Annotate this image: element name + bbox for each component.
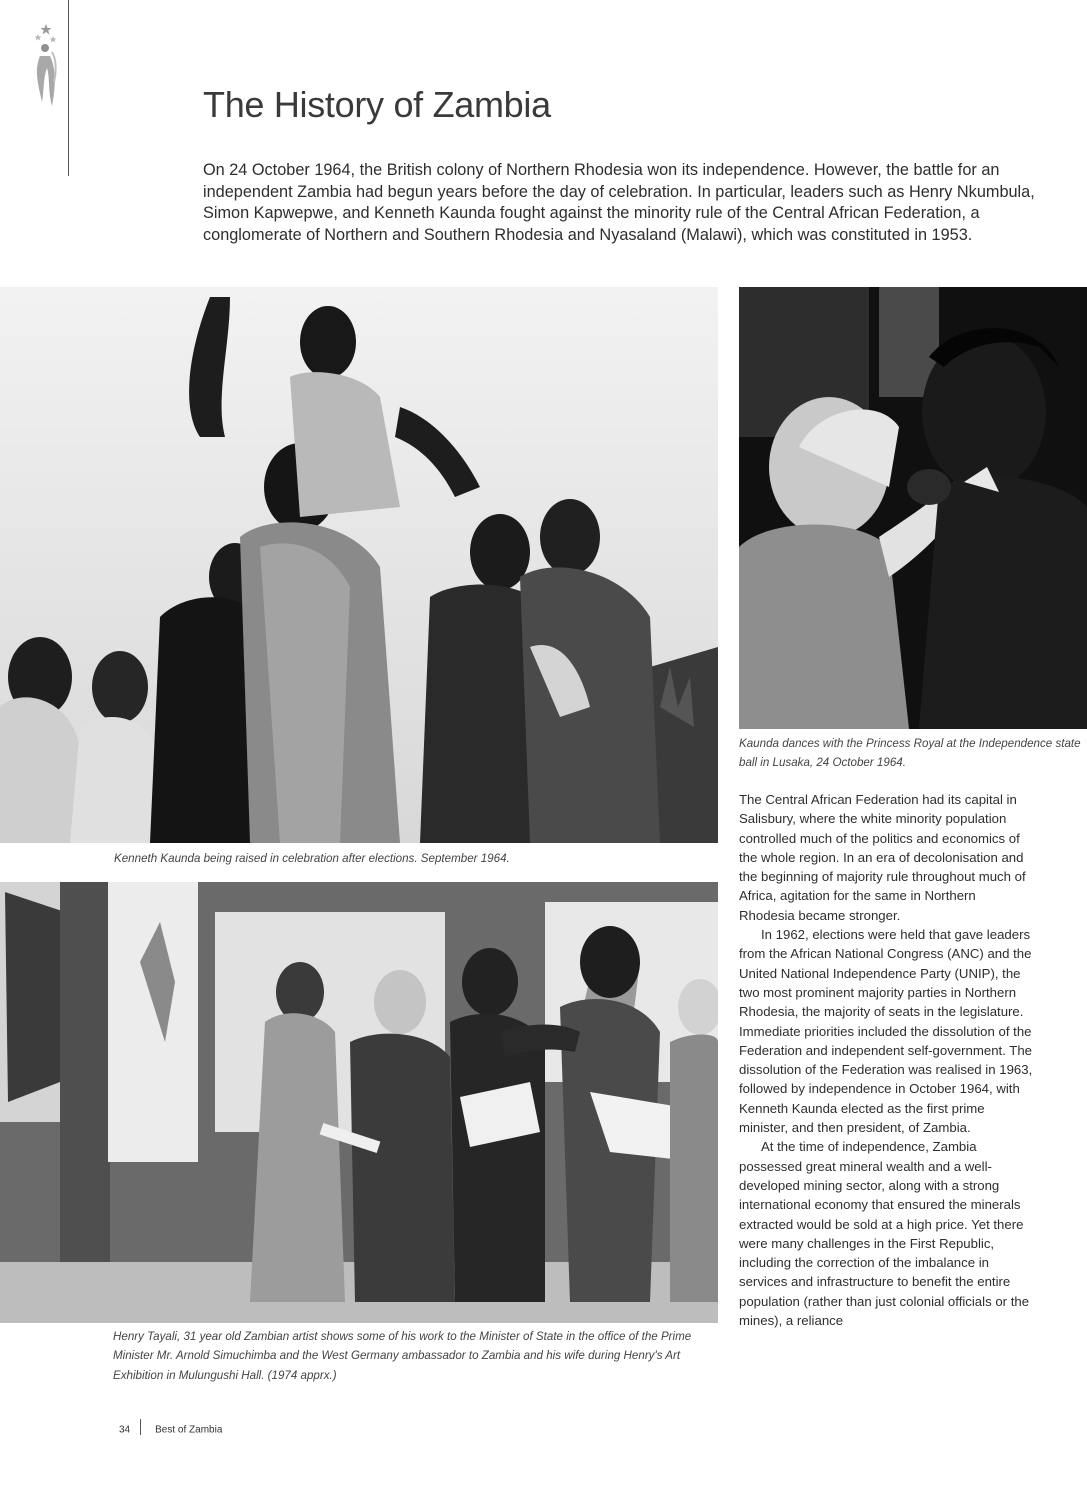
exhibition-caption: Henry Tayali, 31 year old Zambian artist shows some of his work to the Minister of State in the office of the Prime Minister Mr. Arnold Simuchimba and the West Germany ambassador to Zambia and his wife during Henry's Art Exhibition in Mulungushi Hall. (1974 apprx.) bbox=[113, 1330, 692, 1382]
footer-divider bbox=[140, 1419, 141, 1435]
page-footer bbox=[119, 1422, 222, 1438]
intro-paragraph: On 24 October 1964, the British colony of Northern Rhodesia won its independence. However, the battle for an independent Zambia had begun years before the day of celebration. In particular, leaders such as Henry Nkumbula, Simon Kapwepwe, and Kenneth Kaunda fought against the minority rule of the Central African Federation, a conglomerate of Northern and Southern Rhodesia and Nyasaland (Malawi), which was constituted in 1953. bbox=[203, 161, 1035, 244]
page-title: The History of Zambia bbox=[203, 84, 551, 125]
celebration-photo bbox=[0, 287, 718, 843]
celebration-caption: Kenneth Kaunda being raised in celebration after elections. September 1964. bbox=[114, 852, 510, 865]
body-text-column bbox=[739, 790, 1035, 1330]
dance-photo bbox=[739, 287, 1087, 729]
body-paragraph-2: In 1962, elections were held that gave leaders from the African National Congress (ANC) and the United National Independence Party (UNIP), the two most prominent majority parties in Northern Rhodesia, the majority of seats in the legislature. Immediate priorities included the dissolution of the Federation and independent self-government. The dissolution of the Federation was realised in 1963, followed by independence in October 1964, with Kenneth Kaunda elected as the first prime minister, and then president, of Zambia. bbox=[739, 927, 1033, 1136]
publication-name: Best of Zambia bbox=[155, 1424, 223, 1436]
page-number: 34 bbox=[119, 1424, 131, 1436]
body-paragraph-3: At the time of independence, Zambia possessed great mineral wealth and a well-developed mining sector, along with a strong international economy that ensured the minerals extracted would be sold at a high price. Yet there were many challenges in the First Republic, including the correction of the imbalance in services and infrastructure to benefit the entire population (rather than just colonial officials or the mines), a reliance bbox=[739, 1139, 1030, 1329]
margin-rule bbox=[68, 0, 69, 176]
exhibition-photo bbox=[0, 882, 718, 1323]
body-paragraph-1: The Central African Federation had its capital in Salisbury, where the white minority population controlled much of the politics and economics of the whole region. In an era of decolonisation and the beginning of majority rule throughout much of Africa, agitation for the same in Northern Rhodesia became stronger. bbox=[739, 792, 1026, 923]
publication-logo bbox=[30, 22, 62, 112]
dance-caption: Kaunda dances with the Princess Royal at the Independence state ball in Lusaka, 24 October 1964. bbox=[739, 737, 1081, 770]
